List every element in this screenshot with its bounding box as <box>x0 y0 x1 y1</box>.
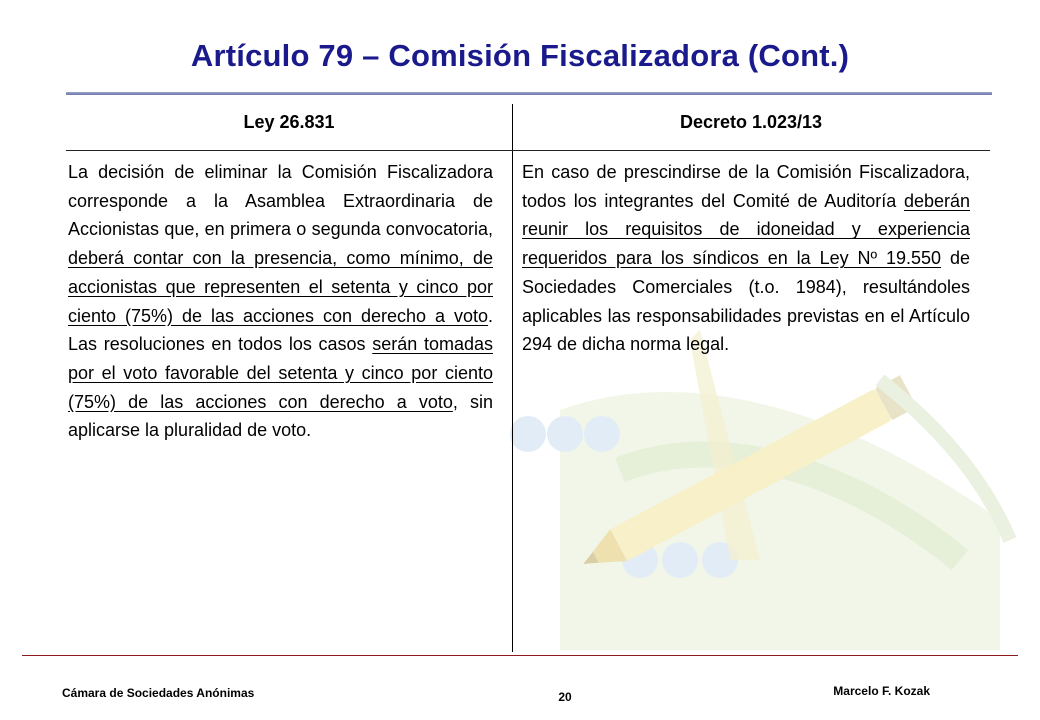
page-title: Artículo 79 – Comisión Fiscalizadora (Cont.) <box>190 38 850 73</box>
ley-text-cell <box>68 158 493 445</box>
column-header-ley: Ley 26.831 <box>243 112 335 132</box>
column-header-decreto: Decreto 1.023/13 <box>679 112 823 132</box>
decreto-underlined-requirements: deberán reunir los requisitos de idoneidad y experiencia requeridos para los síndicos en la Ley Nº 19.550 <box>522 190 970 269</box>
footer-author: Marcelo F. Kozak <box>833 684 930 698</box>
ley-text-part: . Las resoluciones en todos los casos <box>68 305 493 355</box>
decreto-text-cell <box>522 158 970 359</box>
ley-underlined-majority: serán tomadas por el voto favorable del setenta y cinco por ciento (75%) de las acciones con derecho a voto <box>68 334 493 412</box>
ley-text-part: La decisión de eliminar la Comisión Fiscalizadora corresponde a la Asamblea Extraordinaria de Accionistas que, en primera o segunda convocatoria, <box>68 162 493 240</box>
title-underline <box>66 92 992 95</box>
footer-divider <box>22 655 1018 656</box>
header-divider <box>66 150 990 151</box>
ley-text-part: , sin aplicarse la pluralidad de voto. <box>68 391 493 441</box>
ley-underlined-quorum: deberá contar con la presencia, como mínimo, de accionistas que representen el setenta y cinco por ciento (75%) de las acciones con derecho a voto <box>68 248 493 326</box>
decreto-text-part: de Sociedades Comerciales (t.o. 1984), resultándoles aplicables las responsabilidades previstas en el Artículo 294 de dicha norma legal. <box>522 248 970 355</box>
column-divider <box>512 104 513 652</box>
footer-organization: Cámara de Sociedades Anónimas <box>62 686 255 700</box>
page-number: 20 <box>558 690 572 704</box>
decreto-text-part: En caso de prescindirse de la Comisión Fiscalizadora, todos los integrantes del Comité de Auditoría <box>522 162 970 211</box>
